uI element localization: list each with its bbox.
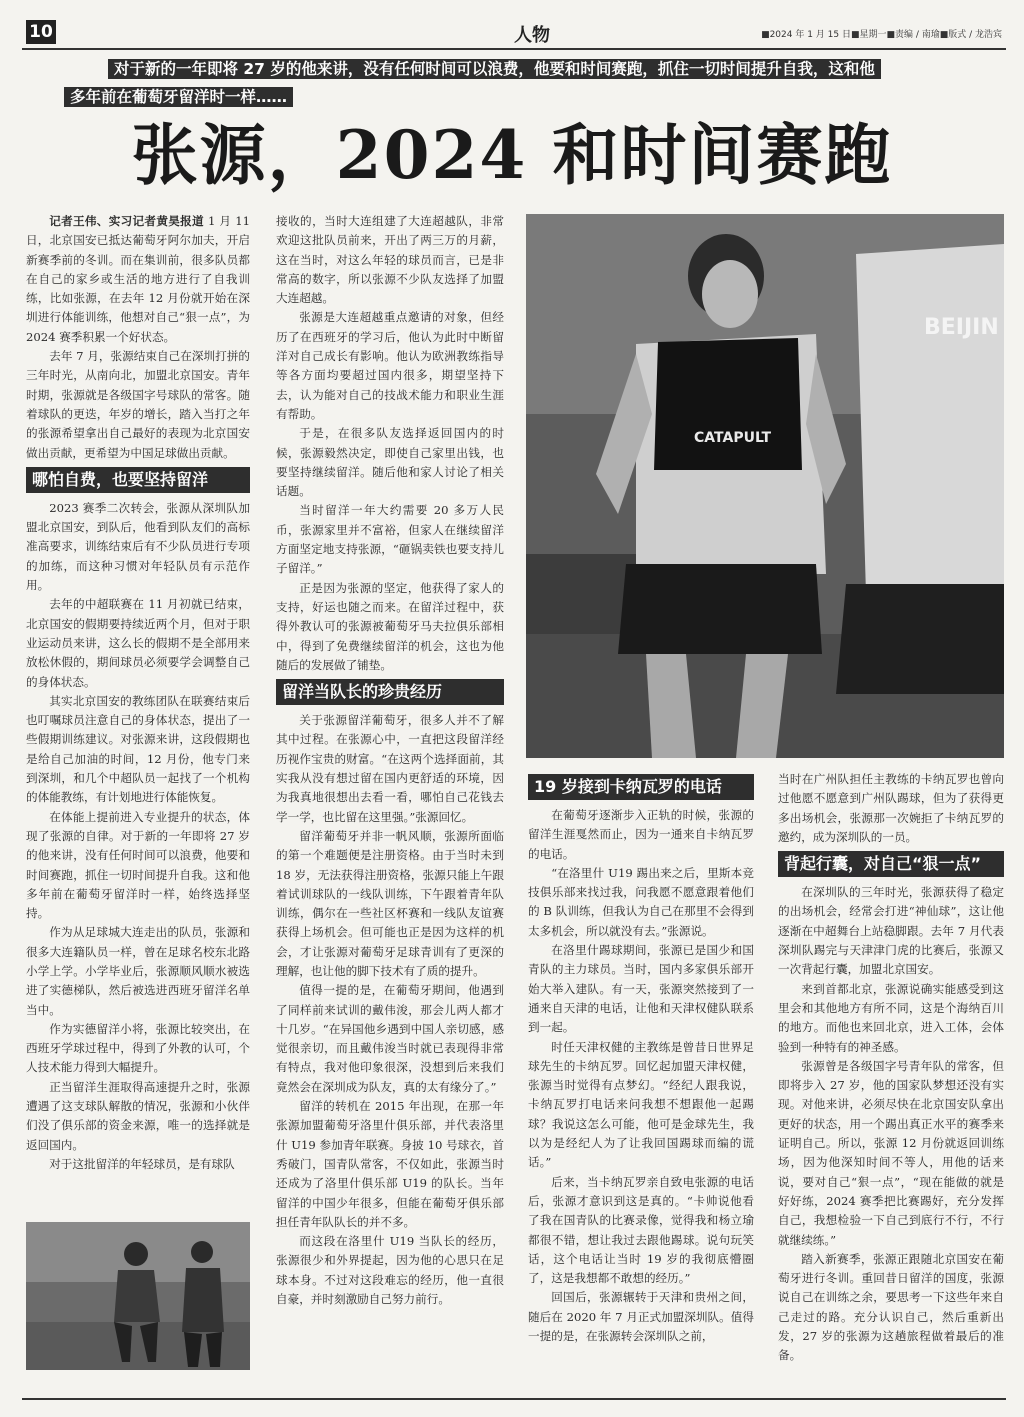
- paragraph: 而这段在洛里什 U19 当队长的经历，张源很少和外界提起，因为他的心思只在足球本身。不过对这段难忘的经历，他一直很自豪，并时刻激励自己努力前行。: [276, 1234, 504, 1307]
- paragraph: 当时在广州队担任主教练的卡纳瓦罗也曾向过他愿不愿意到广州队踢球，但为了获得更多出场机会，张源那一次婉拒了卡纳瓦罗的邀约，成为深圳队的一员。: [778, 772, 1004, 844]
- paragraph: 在深圳队的三年时光，张源获得了稳定的出场机会，经常会打进“神仙球”，这让他逐渐在中超舞台上站稳脚跟。去年 7 月代表深圳队踢完与天津津门虎的比赛后，张源又一次背起行囊，加盟北京国安。: [778, 885, 1004, 977]
- article-column-3: [528, 770, 754, 1402]
- paragraph: 时任天津权健的主教练是曾昔日世界足球先生的卡纳瓦罗。回忆起加盟天津权健，张源当时觉得有点梦幻。“经纪人跟我说，卡纳瓦罗打电话来问我想不想跟他一起踢球？我说这怎么可能，他可是金球先生，我以为是经纪人为了让我回国踢球而编的谎话。”: [528, 1039, 754, 1170]
- subhead: 留洋当队长的珍贵经历: [276, 679, 504, 705]
- bottom-rule: [22, 1398, 1006, 1400]
- paragraph: 于是，在很多队友选择返回国内的时候，张源毅然决定，即使自己家里出钱，也要坚持继续留洋。随后他和家人讨论了相关话题。: [276, 426, 504, 499]
- paragraph: 1 月 11 日，北京国安已抵达葡萄牙阿尔加夫，开启新赛季前的冬训。而在集训前，很多队员都在自己的家乡或生活的地方进行了自我训练，比如张源，在去年 12 月份就开始在深圳进行体能训练，他想对自己“狠一点”，为 2024 赛季积累一个好状态。: [26, 214, 250, 344]
- lead-line-2-text: 多年前在葡萄牙留洋时一样……: [64, 87, 293, 107]
- paragraph: 当时留洋一年大约需要 20 多万人民币，张源家里并不富裕，但家人在继续留洋方面坚定地支持张源，“砸锅卖铁也要支持儿子留洋。”: [276, 503, 504, 576]
- paragraph: 值得一提的是，在葡萄牙期间，他遇到了同样前来试训的戴伟浚，那会儿两人都才十几岁。“在异国他乡遇到中国人亲切感，感觉很亲切，而且戴伟浚当时就已表现得非常有特点，我对他印象很深，没想到后来我们竟然会在深圳成为队友，真的太有缘分了。”: [276, 983, 504, 1094]
- paragraph: 张源是大连超越重点邀请的对象，但经历了在西班牙的学习后，他认为此时中断留洋对自己成长有影响。他认为欧洲教练指导等各方面均要超过国内很多，期望坚持下去，认为能对自己的技战术能力和职业生涯有帮助。: [276, 310, 504, 421]
- lead-line-1-text: 对于新的一年即将 27 岁的他来讲，没有任何时间可以浪费，他要和时间赛跑，抓住一切时间提升自我，这和他: [108, 59, 881, 79]
- lead-line-2: [64, 84, 984, 110]
- paragraph: 2023 赛季二次转会，张源从深圳队加盟北京国安，到队后，他看到队友们的高标准高要求，训练结束后有不少队员进行专项的加练，而这种习惯对年轻队员有示范作用。: [26, 500, 250, 593]
- paragraph: 后来，当卡纳瓦罗亲自致电张源的电话后，张源才意识到这是真的。“卡帅说他看了我在国青队的比赛录像，觉得我和杨立瑜都很不错，想让我过去跟他踢球。说句玩笑话，这个电话让当时 19 岁的我彻底懵圈了，这是我想都不敢想的经历。”: [528, 1174, 754, 1286]
- article-column-4: [778, 770, 1004, 1402]
- paragraph: 其实北京国安的教练团队在联赛结束后也叮嘱球员注意自己的身体状态，提出了一些假期训练建议。对张源来讲，这段假期也是给自己加油的时间，12 月份，他专门来到深圳，和几个中超队员一起找了一个机构的体能教练，有计划地进行体能恢复。: [26, 693, 250, 805]
- headline: 张源，2024 和时间赛跑: [131, 116, 893, 194]
- paragraph: 踏入新赛季，张源正跟随北京国安在葡萄牙进行冬训。重回昔日留洋的国度，张源说自己在训练之余，要思考一下这些年来自己走过的路。充分认识自己，然后重新出发，27 岁的张源为这趟旅程做着最后的准备。: [778, 1251, 1004, 1363]
- section-name: 人物: [514, 25, 550, 46]
- paragraph: 对于这批留洋的年轻球员，是有球队: [49, 1156, 235, 1171]
- paragraph: 在体能上提前进入专业提升的状态，体现了张源的自律。对于新的一年即将 27 岁的他来讲，没有任何时间可以浪费，他要和时间赛跑，抓住一切时间提升自我。这和他多年前在葡萄牙留洋时一样，始终选择坚持。: [26, 809, 250, 921]
- paragraph: 留洋葡萄牙并非一帆风顺，张源所面临的第一个难题便是注册资格。由于当时未到 18 岁，无法获得注册资格，张源只能上午跟着试训球队的一线队训练，下午跟着青年队训练，偶尔在一些社区杯赛和一线队友谊赛获得上场机会。但可能也正是因为这样的机会，才让张源对葡萄牙足球青训有了更深的理解，也让他的脚下技术有了质的提升。: [276, 828, 504, 978]
- paragraph: 来到首都北京，张源说确实能感受到这里会和其他地方有所不同，这是个海纳百川的地方。而他也来回北京，进入工体，会体验到一种特有的神圣感。: [778, 981, 1004, 1054]
- subhead: 背起行囊，对自己“狠一点”: [778, 851, 1004, 877]
- training-photo-small: [26, 1222, 250, 1370]
- paragraph: 留洋的转机在 2015 年出现，在那一年张源加盟葡萄牙洛里什俱乐部，并代表洛里什 U19 参加青年联赛。身披 10 号球衣，首秀破门，国青队常客，不仅如此，张源当时还成为了洛里什俱乐部 U19 的队长。当年留洋的中国少年很多，但能在葡萄牙俱乐部担任青年队队长的并不多。: [276, 1099, 504, 1229]
- byline: 记者王伟、实习记者黄昊报道: [49, 214, 204, 228]
- paragraph: 回国后，张源辗转于天津和贵州之间，随后在 2020 年 7 月正式加盟深圳队。值得一提的是，在张源转会深圳队之前，: [528, 1290, 754, 1344]
- subhead: 哪怕自费，也要坚持留洋: [26, 467, 250, 493]
- paragraph: 作为实德留洋小将，张源比较突出，在西班牙学球过程中，得到了外教的认可，个人技术能力得到大幅提升。: [26, 1021, 250, 1075]
- date-line: ■2024 年 1 月 15 日■星期一■责编 / 南瑜■版式 / 龙浩宾: [761, 30, 1002, 40]
- article-column-2: [276, 212, 504, 1402]
- subhead: 19 岁接到卡纳瓦罗的电话: [528, 774, 754, 800]
- paragraph: 正是因为张源的坚定，他获得了家人的支持，好运也随之而来。在留洋过程中，获得外教认可的张源被葡萄牙马夫拉俱乐部相中，得到了免费继续留洋的机会，这也为他随后的发展做了铺垫。: [276, 580, 504, 672]
- paragraph: “在洛里什 U19 踢出来之后，里斯本竞技俱乐部来找过我，问我愿不愿意跟着他们的 B 队训练，但我认为自己在那里不会得到太多机会，所以就没有去。”张源说。: [528, 865, 754, 938]
- paragraph: 接收的，当时大连组建了大连超越队，非常欢迎这批队员前来，开出了两三万的月薪，这在当时，对这么年轻的球员而言，已是非常高的数字，所以张源不少队友选择了加盟大连超越。: [276, 214, 504, 306]
- lead-line-1: [108, 56, 1024, 82]
- paragraph: 关于张源留洋葡萄牙，很多人并不了解其中过程。在张源心中，一直把这段留洋经历视作宝贵的财富。“在这两个选择面前，其实我从没有想过留在国内更舒适的环境，因为我真地很想出去看一看，哪怕自己花钱去学一学，也比留在这里强。”张源回忆。: [276, 713, 504, 824]
- paragraph: 在葡萄牙逐渐步入正轨的时候，张源的留洋生涯戛然而止，因为一通来自卡纳瓦罗的电话。: [528, 808, 754, 861]
- paragraph: 去年 7 月，张源结束自己在深圳打拼的三年时光，从南向北，加盟北京国安。青年时期，张源就是各级国字号球队的常客。随着球队的更迭，年岁的增长，踏入当打之年的张源希望拿出自己最好的表现为北京国安做出贡献，更希望为中国足球做出贡献。: [26, 349, 250, 460]
- paragraph: 作为从足球城大连走出的队员，张源和很多大连籍队员一样，曾在足球名校东北路小学上学。小学毕业后，张源顺风顺水被选进了实德梯队，然后被选进西班牙留洋名单当中。: [26, 925, 250, 1017]
- article-column-1: [26, 212, 250, 1218]
- page-number: 10: [26, 20, 56, 44]
- paragraph: 正当留洋生涯取得高速提升之时，张源遭遇了这支球队解散的情况，张源和小伙伴们没了俱乐部的资金来源，唯一的选择就是返回国内。: [26, 1079, 250, 1152]
- paragraph: 张源曾是各级国字号青年队的常客，但即将步入 27 岁，他的国家队梦想还没有实现。对他来讲，必须尽快在北京国安队拿出更好的状态，用一个踢出真正水平的赛季来证明自己。所以，张源 12 月份就返回训练场，因为他深知时间不等人，用他的话来说，要对自己“狠一点”，“现在能做的就是好好练，2024 赛季把比赛踢好，充分发挥自己，我想检验一下自己到底行不行，不行就继续练。”: [778, 1058, 1004, 1247]
- masthead: [22, 18, 1006, 50]
- paragraph: 去年的中超联赛在 11 月初就已结束，北京国安的假期要持续近两个月，但对于职业运动员来讲，这么长的假期不是全部用来放松休假的，期间球员必须要学会调整自己的身体状态。: [26, 597, 250, 689]
- players-training-image: [26, 1222, 250, 1370]
- player-training-image: [526, 214, 1004, 758]
- main-photo: [526, 214, 1004, 758]
- shirt-text: BEIJIN: [924, 315, 999, 340]
- paragraph: 在洛里什踢球期间，张源已是国少和国青队的主力球员。当时，国内多家俱乐部开始大举入建队。有一天，张源突然接到了一通来自天津的电话，让他和天津权健队联系到一起。: [528, 943, 754, 1035]
- vest-text: CATAPULT: [694, 430, 772, 446]
